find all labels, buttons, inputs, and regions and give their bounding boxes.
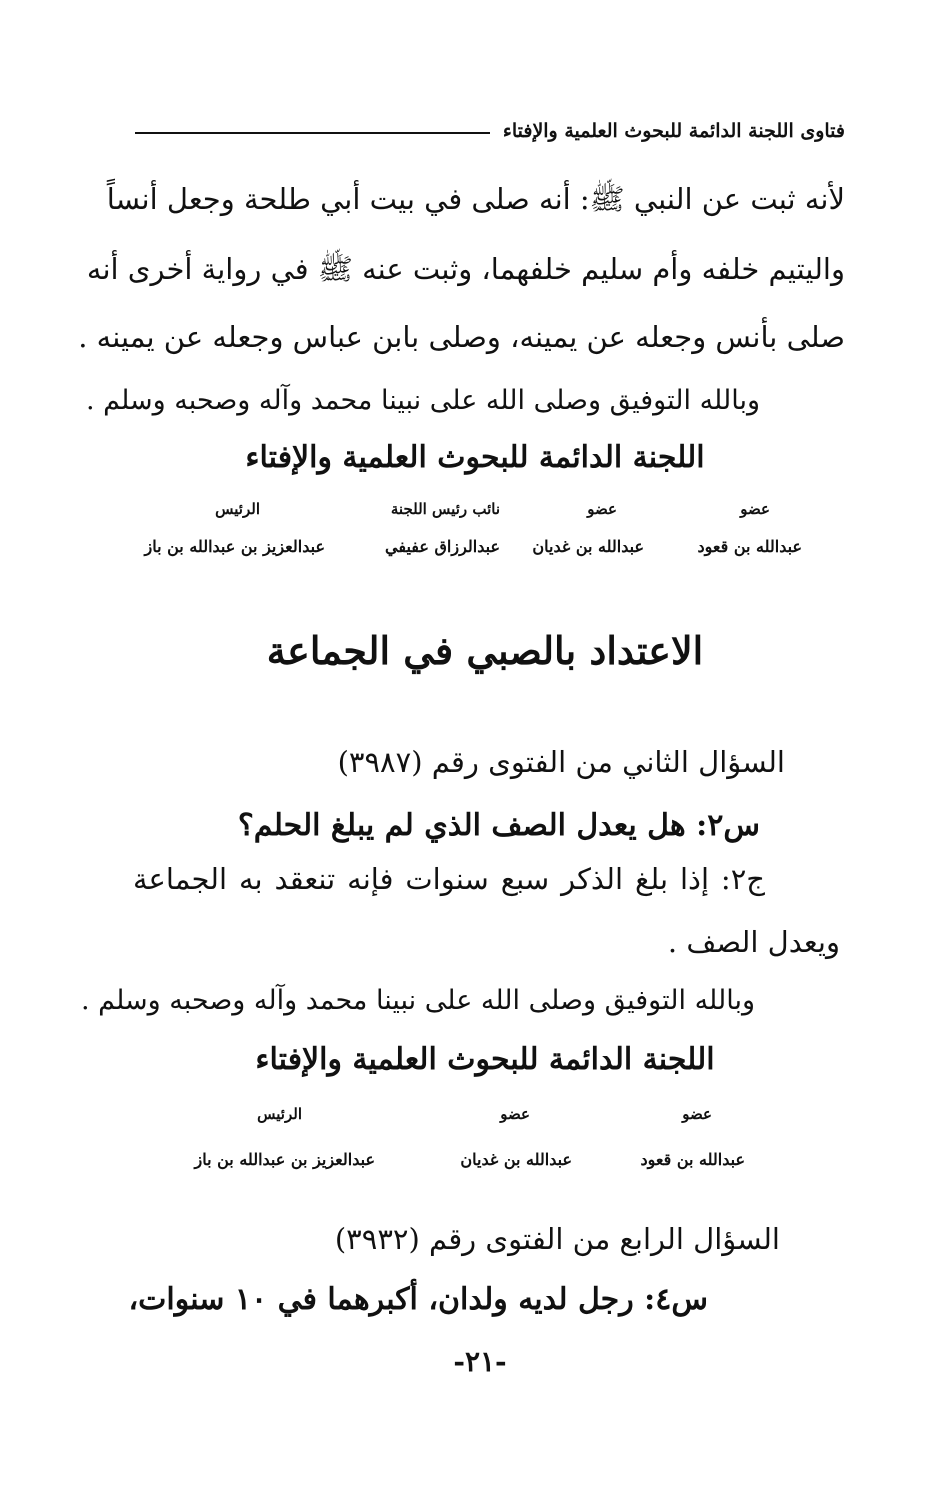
running-header: فتاوى اللجنة الدائمة للبحوث العلمية والإفتاء [502, 120, 845, 142]
closing-line: وبالله التوفيق وصلى الله على نبينا محمد وآله وصحبه وسلم . [85, 385, 760, 416]
signatory-name: عبدالرزاق عفيفي [385, 537, 500, 556]
signatory-role: عضو [740, 500, 770, 518]
body-line-3: صلى بأنس وجعله عن يمينه، وصلى بابن عباس وجعله عن يمينه . [78, 320, 845, 354]
signatory-name: عبدالله بن قعود [640, 1150, 745, 1169]
header-rule [135, 132, 490, 134]
signatory-name: عبدالعزيز بن عبدالله بن باز [194, 1150, 375, 1169]
answer-line-1: ج٢: إذا بلغ الذكر سبع سنوات فإنه تنعقد به الجماعة [133, 862, 765, 896]
signatory-role: نائب رئيس اللجنة [390, 500, 500, 518]
committee-name: اللجنة الدائمة للبحوث العلمية والإفتاء [255, 1042, 715, 1077]
signatory-role: عضو [500, 1105, 530, 1123]
signatory-role: عضو [682, 1105, 712, 1123]
committee-name: اللجنة الدائمة للبحوث العلمية والإفتاء [245, 440, 705, 475]
signatory-name: عبدالله بن غديان [460, 1150, 572, 1169]
signatory-name: عبدالعزيز بن عبدالله بن باز [144, 537, 325, 556]
closing-line: وبالله التوفيق وصلى الله على نبينا محمد وآله وصحبه وسلم . [80, 985, 755, 1016]
signatory-name: عبدالله بن غديان [532, 537, 644, 556]
question-text: س٤: رجل لديه ولدان، أكبرهما في ١٠ سنوات، [128, 1282, 708, 1317]
page-number: -٢١- [453, 1345, 507, 1378]
signatory-name: عبدالله بن قعود [697, 537, 802, 556]
body-line-2: واليتيم خلفه وأم سليم خلفهما، وثبت عنه ﷺ في رواية أخرى أنه [86, 252, 845, 286]
answer-line-2: ويعدل الصف . [667, 925, 840, 959]
section-title: الاعتداد بالصبي في الجماعة [266, 628, 704, 673]
question-text: س٢: هل يعدل الصف الذي لم يبلغ الحلم؟ [237, 808, 760, 843]
signatory-role: عضو [587, 500, 617, 518]
signatory-role: الرئيس [257, 1105, 302, 1123]
body-line-1: لأنه ثبت عن النبي ﷺ: أنه صلى في بيت أبي طلحة وجعل أنساً [106, 182, 845, 216]
signatory-role: الرئيس [215, 500, 260, 518]
question-reference: السؤال الثاني من الفتوى رقم (٣٩٨٧) [337, 745, 785, 779]
question-reference: السؤال الرابع من الفتوى رقم (٣٩٣٢) [334, 1222, 780, 1256]
